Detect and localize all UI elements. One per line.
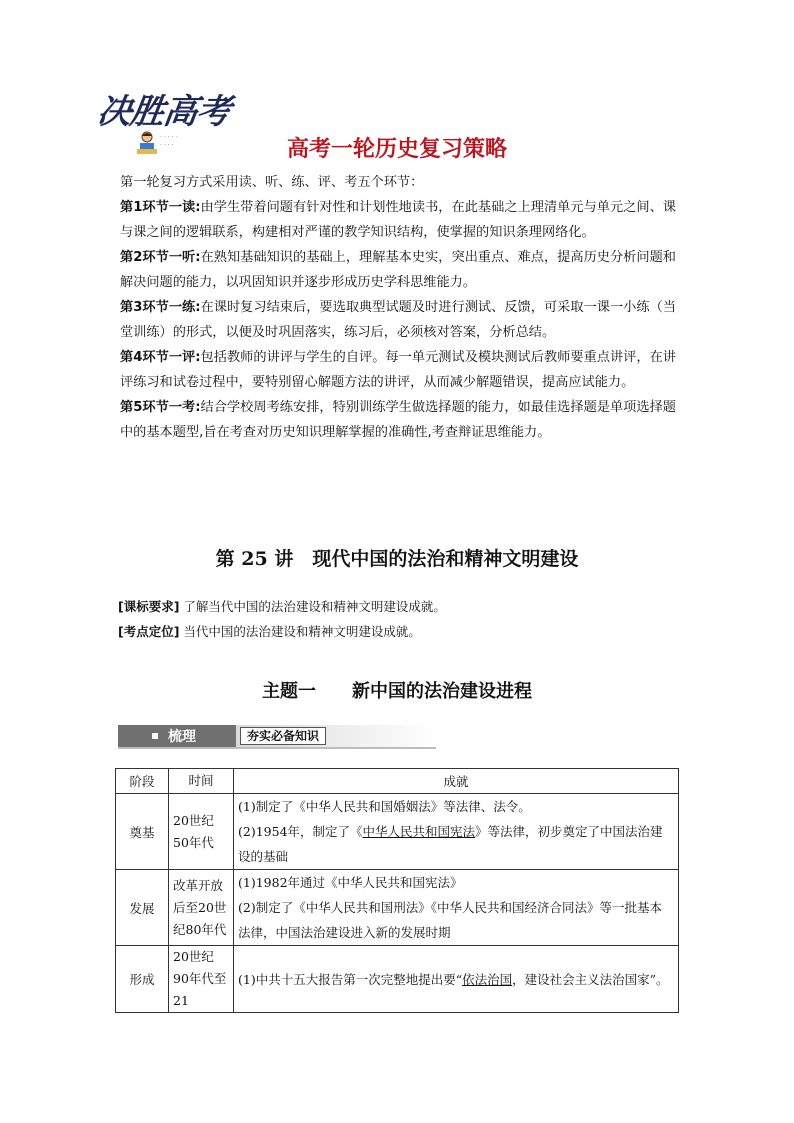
cell-achievement — [234, 794, 679, 870]
intro-step — [120, 295, 676, 345]
intro-opening: 第一轮复习方式采用读、听、练、评、考五个环节： — [120, 175, 424, 190]
requirement-text: 了解当代中国的法治建设和精神文明建设成就。 — [183, 599, 446, 614]
step-text: 包括教师的讲评与学生的自评。每一单元测试及模块测试后教师要重点讲评，在讲评练习和试卷过程中，要特别留心解题方法的讲评，从而减少解题错误，提高应试能力。 — [120, 350, 676, 390]
cell-time: 20世纪 50年代 — [169, 794, 234, 870]
header-achievement: 成就 — [234, 769, 679, 794]
intro-section — [120, 170, 676, 445]
achievement-item — [238, 819, 674, 869]
square-bullet-icon — [152, 733, 158, 739]
step-text: 在熟知基础知识的基础上，理解基本史实，突出重点、难点，提高历史分析问题和解决问题的能力，以巩固知识并逐步形成历史学科思维能力。 — [120, 250, 676, 290]
item-text: (1)制定了《中华人民共和国婚姻法》等法律、法令。 — [238, 799, 531, 814]
section-banner — [118, 725, 436, 749]
step-label: 第4环节一评: — [120, 350, 201, 365]
item-text: 》等法律，初步奠定了中国法治建设的基础 — [238, 824, 663, 864]
item-text: (1)1982年通过《中华人民共和国宪法》 — [238, 875, 463, 890]
step-text: 结合学校周考练安排，特别训练学生做选择题的能力，如最佳选择题是单项选择题中的基本题型,旨在考查对历史知识理解掌握的准确性,考查辩证思维能力。 — [120, 400, 676, 440]
achievement-item — [238, 895, 674, 945]
intro-step — [120, 245, 676, 295]
header-stage: 阶段 — [116, 769, 169, 794]
table-row — [116, 794, 679, 870]
logo-decoration: · · · · · · · · · — [160, 134, 178, 149]
lecture-title: 第 25 讲 现代中国的法治和精神文明建设 — [215, 548, 579, 570]
table-row — [116, 870, 679, 946]
step-text: 在课时复习结束后，要选取典型试题及时进行测试、反馈，可采取一课一小练（当堂训练）的形式，以便及时巩固落实，练习后，必须核对答案，分析总结。 — [120, 300, 676, 340]
law-development-table — [115, 768, 679, 1013]
banner-label: 夯实必备知识 — [240, 727, 326, 745]
item-underlined: 依法治国 — [462, 971, 513, 987]
requirement-label: [考点定位] — [118, 624, 180, 639]
item-text: (2)1954年，制定了《 — [238, 824, 363, 839]
banner-tag — [118, 725, 236, 747]
intro-step — [120, 395, 676, 445]
item-text: (1)中共十五大报告第一次完整地提出要“ — [238, 971, 463, 987]
requirement-label: [课标要求] — [118, 599, 180, 614]
cell-time: 20世纪 90年代至 21 — [169, 946, 234, 1013]
requirement-item — [118, 619, 446, 644]
logo-text: 决胜高考 — [94, 92, 233, 132]
banner-underline — [118, 747, 436, 749]
cell-stage: 形成 — [116, 946, 169, 1013]
item-underlined: 中华人民共和国宪法 — [362, 824, 476, 839]
requirements — [118, 594, 446, 644]
cell-stage: 发展 — [116, 870, 169, 946]
page-title: 高考一轮历史复习策略 — [286, 137, 507, 162]
step-label: 第5环节一考: — [120, 400, 201, 415]
item-text: (2)制定了《中华人民共和国刑法》《中华人民共和国经济合同法》等一批基本法律，中国法治建设进入新的发展时期 — [238, 900, 662, 940]
table-row — [116, 946, 679, 1013]
item-text: ，建设社会主义法治国家”。 — [512, 971, 669, 987]
cell-stage: 奠基 — [116, 794, 169, 870]
step-label: 第2环节一听: — [120, 250, 201, 265]
step-label: 第1环节一读: — [120, 200, 201, 215]
cell-achievement — [234, 870, 679, 946]
step-label: 第3环节一练: — [120, 300, 201, 315]
requirement-item — [118, 594, 446, 619]
step-text: 由学生带着问题有针对性和计划性地读书，在此基础之上理清单元与单元之间、课与课之间的逻辑联系，构建相对严谨的教学知识结构，使掌握的知识条理网络化。 — [120, 200, 676, 240]
achievement-item — [238, 967, 674, 992]
header-time: 时间 — [169, 769, 234, 794]
banner-tag-text: 梳理 — [168, 729, 196, 745]
table-header-row — [116, 769, 679, 794]
intro-step — [120, 345, 676, 395]
achievement-item — [238, 794, 674, 819]
achievement-item — [238, 870, 674, 895]
topic-title: 主题一 新中国的法治建设进程 — [262, 681, 532, 702]
cell-achievement — [234, 946, 679, 1013]
intro-step — [120, 195, 676, 245]
requirement-text: 当代中国的法治建设和精神文明建设成就。 — [183, 624, 421, 639]
cell-time: 改革开放后至20世纪80年代 — [169, 870, 234, 946]
